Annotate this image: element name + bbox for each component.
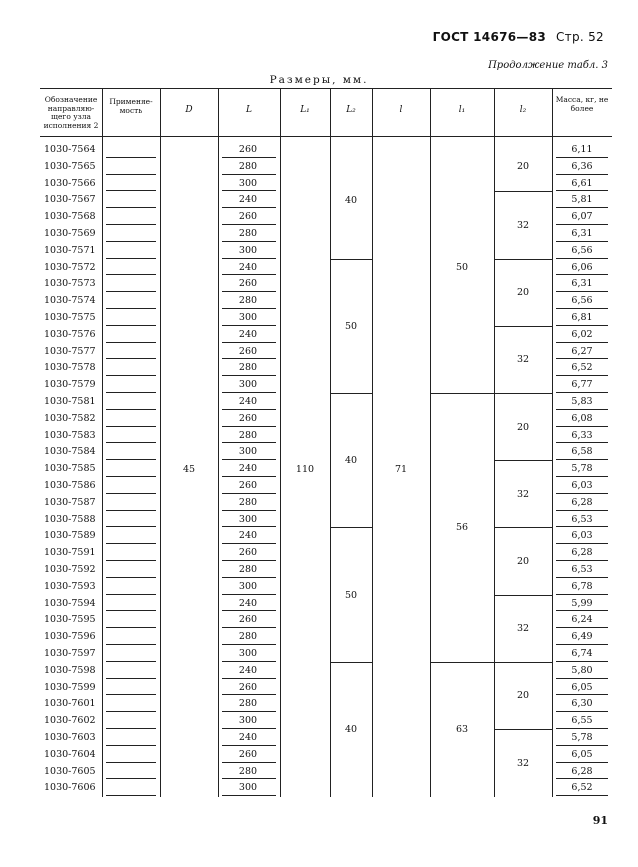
header-L1: L₁ [300, 105, 310, 115]
application-underline [106, 308, 156, 309]
table-top-rule [40, 88, 612, 89]
row-L: 300 [238, 379, 258, 391]
row-mass: 6,53 [571, 564, 593, 575]
row-mass: 6,78 [571, 580, 593, 592]
column-divider [218, 88, 219, 797]
application-underline [106, 594, 156, 595]
row-code: 1030-7588 [44, 513, 96, 525]
row-L: 240 [238, 530, 258, 542]
row-mass: 6,36 [571, 160, 593, 172]
row-mass: 6,58 [571, 446, 593, 458]
dimensions-caption: Размеры, мм. [269, 74, 369, 86]
row-code: 1030-7576 [44, 328, 96, 340]
row-mass: 6,24 [571, 614, 593, 626]
row-L: 280 [238, 765, 258, 777]
row-mass: 6,61 [571, 177, 593, 189]
L-underline [222, 711, 276, 712]
application-underline [106, 493, 156, 494]
application-underline [106, 661, 156, 662]
row-mass: 6,33 [571, 429, 593, 441]
column-divider [160, 88, 161, 797]
row-mass: 6,08 [571, 412, 593, 424]
merged-l2: 20 [516, 690, 530, 702]
row-L: 300 [238, 715, 258, 727]
row-mass: 6,28 [571, 765, 593, 777]
row-mass: 6,05 [571, 748, 593, 760]
L-underline [222, 308, 276, 309]
row-L: 260 [238, 412, 258, 424]
row-code: 1030-7578 [44, 362, 96, 374]
row-mass: 6,77 [571, 379, 593, 391]
row-mass: 5,78 [571, 463, 593, 475]
L-underline [222, 258, 276, 259]
row-L: 260 [238, 211, 258, 223]
application-underline [106, 258, 156, 259]
row-L: 300 [238, 513, 258, 525]
row-code: 1030-7575 [44, 312, 96, 323]
L-underline [222, 694, 276, 695]
row-code: 1030-7603 [44, 732, 96, 743]
L-underline [222, 342, 276, 343]
row-L: 260 [238, 681, 258, 693]
row-code: 1030-7605 [44, 765, 96, 777]
L-underline [222, 661, 276, 662]
application-underline [106, 157, 156, 158]
row-mass: 6,27 [571, 345, 593, 357]
application-underline [106, 459, 156, 460]
row-L: 300 [238, 244, 258, 256]
row-L: 260 [238, 547, 258, 559]
row-L: 240 [238, 261, 258, 273]
merged-l2: 20 [516, 161, 530, 173]
application-underline [106, 190, 156, 191]
application-underline [106, 274, 156, 275]
row-L: 280 [238, 631, 258, 643]
group-divider [494, 259, 552, 260]
group-divider [330, 259, 372, 260]
application-underline [106, 291, 156, 292]
L-underline [222, 442, 276, 443]
mass-underline [556, 493, 608, 494]
mass-underline [556, 762, 608, 763]
column-divider [102, 88, 103, 797]
row-mass: 6,30 [571, 698, 593, 710]
row-code: 1030-7596 [44, 631, 96, 643]
row-mass: 6,52 [571, 362, 593, 374]
mass-underline [556, 711, 608, 712]
L-underline [222, 510, 276, 511]
L-underline [222, 728, 276, 729]
row-L: 300 [238, 446, 258, 458]
row-mass: 6,81 [571, 312, 593, 323]
mass-underline [556, 476, 608, 477]
mass-underline [556, 644, 608, 645]
L-underline [222, 358, 276, 359]
standard-number: ГОСТ 14676—83 [432, 30, 546, 44]
L-underline [222, 426, 276, 427]
row-L: 260 [238, 144, 258, 155]
L-underline [222, 745, 276, 746]
row-mass: 6,55 [571, 715, 593, 727]
row-code: 1030-7571 [44, 244, 96, 256]
application-underline [106, 694, 156, 695]
row-mass: 6,56 [571, 244, 593, 256]
row-code: 1030-7601 [44, 698, 96, 710]
row-L: 280 [238, 160, 258, 172]
application-underline [106, 409, 156, 410]
mass-underline [556, 207, 608, 208]
row-L: 300 [238, 782, 258, 794]
row-mass: 5,81 [571, 194, 593, 206]
row-code: 1030-7587 [44, 496, 96, 508]
row-mass: 6,56 [571, 295, 593, 307]
mass-underline [556, 526, 608, 527]
row-code: 1030-7593 [44, 580, 96, 592]
merged-L1: 110 [295, 463, 315, 475]
row-L: 280 [238, 564, 258, 575]
L-underline [222, 392, 276, 393]
merged-l2: 32 [516, 757, 530, 769]
mass-underline [556, 274, 608, 275]
merged-L2: 50 [344, 589, 358, 601]
merged-l: 71 [394, 463, 408, 475]
application-underline [106, 224, 156, 225]
application-underline [106, 442, 156, 443]
header-mass: Масса, кг, не более [555, 95, 609, 113]
row-code: 1030-7581 [44, 396, 96, 407]
mass-underline [556, 694, 608, 695]
mass-underline [556, 661, 608, 662]
row-L: 260 [238, 480, 258, 491]
row-L: 300 [238, 312, 258, 323]
application-underline [106, 577, 156, 578]
mass-underline [556, 610, 608, 611]
header-code: Обозначение направляю-щего узла исполнения 2 [43, 95, 99, 130]
group-divider [330, 527, 372, 528]
row-mass: 5,78 [571, 732, 593, 743]
merged-l2: 32 [516, 623, 530, 635]
row-code: 1030-7577 [44, 345, 96, 357]
mass-underline [556, 543, 608, 544]
application-underline [106, 526, 156, 527]
merged-l2: 32 [516, 488, 530, 500]
mass-underline [556, 392, 608, 393]
row-code: 1030-7595 [44, 614, 96, 626]
row-code: 1030-7585 [44, 463, 96, 475]
row-L: 280 [238, 429, 258, 441]
application-underline [106, 207, 156, 208]
L-underline [222, 207, 276, 208]
header-l: l [399, 105, 403, 115]
L-underline [222, 190, 276, 191]
header-l1: l₁ [458, 105, 466, 115]
mass-underline [556, 560, 608, 561]
row-L: 240 [238, 732, 258, 743]
application-underline [106, 342, 156, 343]
merged-D: 45 [182, 463, 196, 475]
row-mass: 6,05 [571, 681, 593, 693]
group-divider [494, 729, 552, 730]
page-number: 91 [592, 814, 608, 827]
mass-underline [556, 795, 608, 796]
group-divider [494, 527, 552, 528]
row-mass: 6,49 [571, 631, 593, 643]
application-underline [106, 174, 156, 175]
merged-l1: 63 [455, 724, 469, 735]
row-code: 1030-7568 [44, 211, 96, 223]
row-code: 1030-7567 [44, 194, 96, 206]
application-underline [106, 392, 156, 393]
row-code: 1030-7592 [44, 564, 96, 575]
L-underline [222, 274, 276, 275]
merged-L2: 40 [344, 455, 358, 467]
row-L: 240 [238, 597, 258, 609]
group-divider [494, 393, 552, 394]
standard-header [433, 30, 604, 44]
application-underline [106, 426, 156, 427]
L-underline [222, 409, 276, 410]
merged-l2: 32 [516, 354, 530, 366]
mass-underline [556, 308, 608, 309]
row-L: 280 [238, 362, 258, 374]
application-underline [106, 644, 156, 645]
L-underline [222, 157, 276, 158]
row-code: 1030-7589 [44, 530, 96, 542]
row-L: 260 [238, 748, 258, 760]
group-divider [430, 662, 494, 663]
row-L: 240 [238, 664, 258, 676]
group-divider [430, 393, 494, 394]
merged-l1: 56 [455, 522, 469, 534]
page-label: Стр. 52 [556, 30, 604, 44]
application-underline [106, 476, 156, 477]
row-mass: 6,31 [571, 278, 593, 290]
mass-underline [556, 258, 608, 259]
row-code: 1030-7574 [44, 295, 96, 307]
L-underline [222, 577, 276, 578]
row-code: 1030-7594 [44, 597, 96, 609]
mass-underline [556, 442, 608, 443]
row-code: 1030-7599 [44, 681, 96, 693]
mass-underline [556, 241, 608, 242]
application-underline [106, 375, 156, 376]
row-L: 280 [238, 228, 258, 239]
L-underline [222, 610, 276, 611]
merged-L2: 40 [344, 194, 358, 206]
mass-underline [556, 577, 608, 578]
row-L: 240 [238, 463, 258, 475]
row-L: 300 [238, 580, 258, 592]
L-underline [222, 476, 276, 477]
row-L: 260 [238, 345, 258, 357]
group-divider [494, 191, 552, 192]
mass-underline [556, 358, 608, 359]
group-divider [494, 326, 552, 327]
table-head-rule [40, 136, 612, 137]
row-code: 1030-7579 [44, 379, 96, 391]
row-code: 1030-7586 [44, 480, 96, 491]
L-underline [222, 174, 276, 175]
L-underline [222, 291, 276, 292]
merged-l1: 50 [455, 262, 469, 273]
group-divider [330, 662, 372, 663]
row-L: 260 [238, 278, 258, 290]
L-underline [222, 778, 276, 779]
row-mass: 6,03 [571, 480, 593, 491]
column-divider [280, 88, 281, 797]
merged-l2: 20 [516, 421, 530, 433]
mass-underline [556, 778, 608, 779]
mass-underline [556, 325, 608, 326]
application-underline [106, 610, 156, 611]
mass-underline [556, 459, 608, 460]
mass-underline [556, 426, 608, 427]
row-L: 260 [238, 614, 258, 626]
header-L: L [246, 105, 252, 115]
application-underline [106, 728, 156, 729]
application-underline [106, 627, 156, 628]
application-underline [106, 745, 156, 746]
row-code: 1030-7598 [44, 664, 96, 676]
row-L: 280 [238, 698, 258, 710]
mass-underline [556, 291, 608, 292]
application-underline [106, 762, 156, 763]
group-divider [330, 393, 372, 394]
row-code: 1030-7569 [44, 228, 96, 239]
row-code: 1030-7573 [44, 278, 96, 290]
header-l2: l₂ [519, 105, 527, 115]
mass-underline [556, 375, 608, 376]
merged-l2: 20 [516, 556, 530, 567]
L-underline [222, 526, 276, 527]
row-mass: 6,03 [571, 530, 593, 542]
row-code: 1030-7566 [44, 177, 96, 189]
mass-underline [556, 594, 608, 595]
column-divider [372, 88, 373, 797]
L-underline [222, 594, 276, 595]
mass-underline [556, 342, 608, 343]
group-divider [494, 595, 552, 596]
header-L2: L₂ [346, 105, 356, 115]
row-mass: 5,80 [571, 664, 593, 676]
application-underline [106, 711, 156, 712]
merged-L2: 40 [344, 724, 358, 735]
mass-underline [556, 409, 608, 410]
row-mass: 6,06 [571, 261, 593, 273]
row-L: 280 [238, 496, 258, 508]
row-mass: 6,31 [571, 228, 593, 239]
row-mass: 6,28 [571, 496, 593, 508]
group-divider [494, 460, 552, 461]
mass-underline [556, 627, 608, 628]
application-underline [106, 358, 156, 359]
row-mass: 6,74 [571, 648, 593, 659]
row-L: 240 [238, 194, 258, 206]
application-underline [106, 678, 156, 679]
mass-underline [556, 190, 608, 191]
row-code: 1030-7597 [44, 648, 96, 659]
row-code: 1030-7564 [44, 144, 96, 155]
row-L: 300 [238, 648, 258, 659]
row-mass: 6,11 [571, 144, 593, 155]
row-code: 1030-7583 [44, 429, 96, 441]
application-underline [106, 795, 156, 796]
row-mass: 6,02 [571, 328, 593, 340]
row-L: 240 [238, 396, 258, 407]
mass-underline [556, 174, 608, 175]
L-underline [222, 325, 276, 326]
row-mass: 6,28 [571, 547, 593, 559]
group-divider [494, 662, 552, 663]
merged-L2: 50 [344, 320, 358, 332]
application-underline [106, 325, 156, 326]
L-underline [222, 375, 276, 376]
row-code: 1030-7582 [44, 412, 96, 424]
header-D: D [185, 105, 193, 115]
merged-l2: 32 [516, 220, 530, 231]
row-mass: 5,83 [571, 396, 593, 407]
column-divider [552, 88, 553, 797]
mass-underline [556, 510, 608, 511]
row-mass: 6,52 [571, 782, 593, 794]
row-L: 280 [238, 295, 258, 307]
continuation-note: Продолжение табл. 3 [488, 60, 608, 71]
column-divider [430, 88, 431, 797]
row-mass: 6,53 [571, 513, 593, 525]
row-code: 1030-7565 [44, 160, 96, 172]
L-underline [222, 795, 276, 796]
L-underline [222, 762, 276, 763]
mass-underline [556, 728, 608, 729]
L-underline [222, 241, 276, 242]
L-underline [222, 644, 276, 645]
L-underline [222, 560, 276, 561]
row-code: 1030-7602 [44, 715, 96, 727]
application-underline [106, 510, 156, 511]
row-code: 1030-7591 [44, 547, 96, 559]
row-L: 240 [238, 328, 258, 340]
application-underline [106, 241, 156, 242]
L-underline [222, 627, 276, 628]
row-code: 1030-7572 [44, 261, 96, 273]
mass-underline [556, 678, 608, 679]
application-underline [106, 778, 156, 779]
header-application: Применяе-мость [109, 97, 153, 115]
row-code: 1030-7584 [44, 446, 96, 458]
mass-underline [556, 157, 608, 158]
application-underline [106, 543, 156, 544]
L-underline [222, 224, 276, 225]
row-mass: 5,99 [571, 597, 593, 609]
application-underline [106, 560, 156, 561]
row-L: 300 [238, 177, 258, 189]
mass-underline [556, 224, 608, 225]
mass-underline [556, 745, 608, 746]
row-mass: 6,07 [571, 211, 593, 223]
row-code: 1030-7606 [44, 782, 96, 794]
L-underline [222, 543, 276, 544]
L-underline [222, 678, 276, 679]
merged-l2: 20 [516, 287, 530, 299]
L-underline [222, 493, 276, 494]
L-underline [222, 459, 276, 460]
row-code: 1030-7604 [44, 748, 96, 760]
